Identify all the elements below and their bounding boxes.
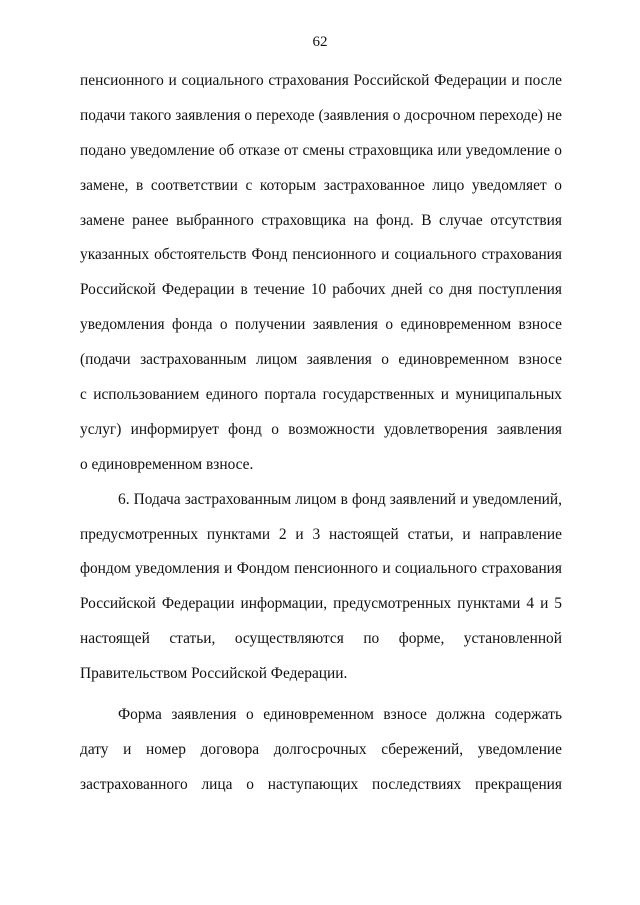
text-line: Форма заявления о единовременном взносе должна содержать <box>118 706 562 724</box>
body-text <box>80 64 562 803</box>
text-line: (подачи застрахованным лицом заявления о единовременном взносе <box>80 351 562 369</box>
text-line: с использованием единого портала государственных и муниципальных <box>80 386 562 404</box>
text-line: Правительством Российской Федерации. <box>80 665 348 683</box>
text-line: услуг) информирует фонд о возможности удовлетворения заявления <box>80 420 562 438</box>
text-line: Российской Федерации информации, предусмотренных пунктами 4 и 5 <box>80 595 562 613</box>
text-line: подачи такого заявления о переходе (заявления о досрочном переходе) не <box>80 106 562 124</box>
text-line: настоящей статьи, осуществляются по форме, установленной <box>80 630 562 648</box>
text-line: о единовременном взносе. <box>80 455 254 473</box>
text-line: указанных обстоятельств Фонд пенсионного и социального страхования <box>80 246 562 264</box>
text-line: предусмотренных пунктами 2 и 3 настоящей статьи, и направление <box>80 525 562 543</box>
text-line: 6. Подача застрахованным лицом в фонд заявлений и уведомлений, <box>118 490 562 508</box>
text-line: уведомления фонда о получении заявления о единовременном взносе <box>80 316 562 334</box>
text-line: дату и номер договора долгосрочных сбережений, уведомление <box>80 740 562 758</box>
text-line: подано уведомление об отказе от смены страховщика или уведомление о <box>80 141 562 159</box>
text-line: фондом уведомления и Фондом пенсионного и социального страхования <box>80 560 562 578</box>
text-line: пенсионного и социального страхования Российской Федерации и после <box>80 72 562 89</box>
text-line: замене, в соответствии с которым застрахованное лицо уведомляет о <box>80 176 562 194</box>
text-line: застрахованного лица о наступающих последствиях прекращения <box>80 775 562 793</box>
text-line: Российской Федерации в течение 10 рабочих дней со дня поступления <box>80 281 562 299</box>
page-number: 62 <box>312 34 328 50</box>
text-line: замене ранее выбранного страховщика на фонд. В случае отсутствия <box>80 211 562 229</box>
